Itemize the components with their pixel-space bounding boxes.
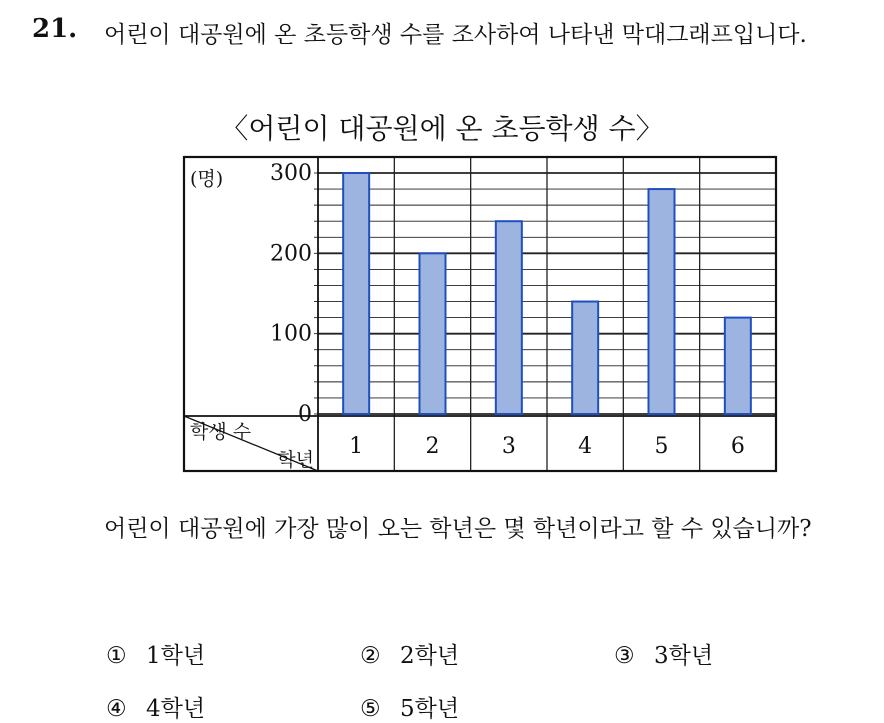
choice-1-mark: ① bbox=[106, 643, 127, 669]
category-label: 3 bbox=[501, 434, 516, 459]
y-tick-label: 0 bbox=[298, 402, 312, 427]
choice-3-mark: ③ bbox=[614, 643, 635, 669]
choice-5-mark: ⑤ bbox=[360, 696, 381, 722]
choice-5-label: 5학년 bbox=[400, 696, 460, 722]
chart-frame bbox=[184, 157, 776, 471]
question-text: 어린이 대공원에 온 초등학생 수를 조사하여 나타낸 막대그래프입니다. bbox=[104, 22, 807, 48]
category-label: 4 bbox=[578, 434, 593, 459]
y-axis-label: 학생 수 bbox=[190, 421, 252, 443]
choice-3[interactable] bbox=[614, 637, 713, 670]
choice-1[interactable] bbox=[106, 637, 205, 670]
bar-grade-6 bbox=[725, 318, 751, 414]
y-tick-label: 200 bbox=[270, 241, 312, 267]
choice-5[interactable] bbox=[360, 690, 459, 723]
y-tick-label: 100 bbox=[270, 321, 312, 347]
bar-grade-5 bbox=[649, 189, 675, 414]
bar-grade-3 bbox=[496, 221, 522, 414]
category-label: 6 bbox=[730, 434, 745, 459]
bar-grade-2 bbox=[420, 253, 446, 414]
choice-4-mark: ④ bbox=[106, 696, 127, 722]
choice-2[interactable] bbox=[360, 637, 459, 670]
bar-grade-4 bbox=[572, 302, 598, 414]
outer-border bbox=[184, 157, 776, 471]
choice-2-mark: ② bbox=[360, 643, 381, 669]
choice-1-label: 1학년 bbox=[146, 643, 206, 669]
question-number: 21. bbox=[32, 14, 78, 44]
choice-4-label: 4학년 bbox=[146, 696, 206, 722]
choice-4[interactable] bbox=[106, 690, 205, 723]
category-label: 1 bbox=[349, 434, 364, 459]
choice-2-label: 2학년 bbox=[400, 643, 460, 669]
category-label: 2 bbox=[425, 434, 440, 459]
chart-title: 〈어린이 대공원에 온 초등학생 수〉 bbox=[220, 112, 664, 145]
x-axis-label: 학년 bbox=[277, 449, 314, 471]
unit-label: (명) bbox=[190, 168, 224, 190]
y-tick-label: 300 bbox=[270, 161, 312, 186]
grid-lines bbox=[314, 173, 776, 414]
choice-3-label: 3학년 bbox=[654, 643, 714, 669]
question-ask: 어린이 대공원에 가장 많이 오는 학년은 몇 학년이라고 할 수 있습니까? bbox=[104, 516, 812, 542]
category-label: 5 bbox=[654, 434, 669, 459]
bar-grade-1 bbox=[343, 173, 369, 414]
